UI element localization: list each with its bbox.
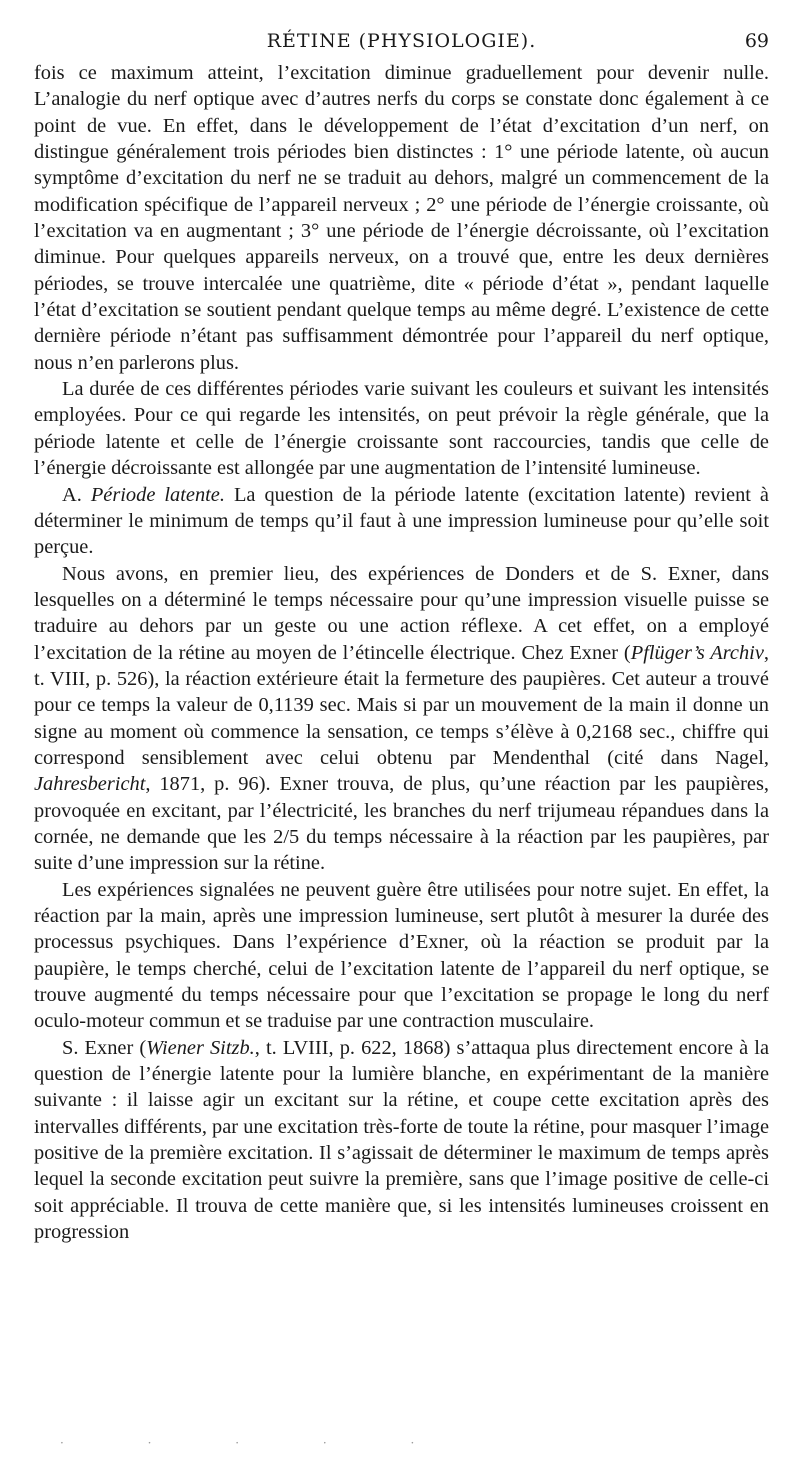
body-text: [34, 60, 769, 1245]
section-label: A.: [62, 483, 82, 506]
citation: Wiener Sitzb.: [146, 1036, 255, 1059]
scan-marks: · · · · ·: [60, 1436, 455, 1450]
text-run: , t. VIII, p. 526), la réaction extérieure était la fermeture des paupières. Cet auteur a trouvé pour ce temps la valeur de 0,1139 sec. Mais si par un mouvement de la main il donne un signe au moment où commence la sensation, ce temps s’élève à 0,2168 sec., chiffre qui correspond sensiblement avec celui obtenu par Mendenthal (cité dans Nagel,: [34, 641, 770, 769]
paragraph: Les expériences signalées ne peuvent guère être utilisées pour notre sujet. En effet, la réaction par la main, après une impression lumineuse, sert plutôt à mesurer la durée des processus psychiques. Dans l’expérience d’Exner, où la réaction se produit par la paupière, le temps cherché, celui de l’excitation latente de l’appareil du nerf optique, se trouve augmenté du temps nécessaire pour que l’excitation se propage le long du nerf oculo-moteur commun et se traduise par une contraction musculaire.: [34, 878, 769, 1033]
running-title: RÉTINE (PHYSIOLOGIE).: [266, 30, 537, 52]
text-run: S. Exner (: [62, 1036, 147, 1059]
page-number: 69: [744, 30, 769, 52]
page: [34, 30, 769, 1245]
paragraph: fois ce maximum atteint, l’excitation diminue graduellement pour devenir nulle. L’analogie du nerf optique avec d’autres nerfs du corps se constate donc également à ce point de vue. En effet, dans le développement de l’état d’excitation d’un nerf, on distingue généralement trois périodes bien distinctes : 1° une période latente, où aucun symptôme d’excitation du nerf ne se traduit au dehors, malgré un commencement de la modification spécifique de l’appareil nerveux ; 2° une période de l’énergie croissante, où l’excitation va en augmentant ; 3° une période de l’énergie décroissante, où l’excitation diminue. Pour quelques appareils nerveux, on a trouvé que, entre les deux dernières périodes, se trouve intercalée une quatrième, dite « période d’état », pendant laquelle l’état d’excitation se soutient pendant quelque temps au même degré. L’existence de cette dernière période n’étant pas suffisamment démontrée pour l’appareil du nerf optique, nous n’en parlerons plus.: [34, 62, 769, 374]
text-run: Nous avons, en premier lieu, des expériences de Donders et de S. Exner, dans lesquelles on a déterminé le temps nécessaire pour qu’une impression visuelle puisse se traduire au dehors par un geste ou une action réflexe. A cet effet, on a employé l’excitation de la rétine au moyen de l’étincelle électrique. Chez Exner (: [34, 562, 769, 664]
section-title: Période latente.: [90, 483, 225, 506]
paragraph: [34, 1035, 769, 1246]
running-header: [34, 30, 769, 60]
text-run: , t. LVIII, p. 622, 1868) s’attaqua plus directement encore à la question de l’énergie latente pour la lumière blanche, en expérimentant de la manière suivante : il laisse agir un excitant sur la rétine, et coupe cette excitation après des intervalles différents, par une excitation très-forte de toute la rétine, pour masquer l’image positive de la première excitation. Il s’agissait de déterminer le maximum de temps après lequel la seconde excitation peut suivre la première, sans que l’image positive de celle-ci soit appréciable. Il trouva de cette manière que, si les intensités lumineuses croissent en progression: [34, 1036, 769, 1244]
paragraph: La durée de ces différentes périodes varie suivant les couleurs et suivant les intensités employées. Pour ce qui regarde les intensités, on peut prévoir la règle générale, que la période latente et celle de l’énergie croissante sont raccourcies, tandis que celle de l’énergie décroissante est allongée par une augmentation de l’intensité lumineuse.: [34, 378, 769, 480]
section-paragraph: [34, 482, 769, 561]
section-text: La question de la période latente (excitation latente) revient à déterminer le minimum de temps qu’il faut à une impression lumineuse pour qu’elle soit perçue.: [34, 483, 769, 559]
paragraph: [34, 561, 769, 877]
text-run: , 1871, p. 96). Exner trouva, de plus, qu’une réaction par les paupières, provoquée en excitant, par l’électricité, les branches du nerf trijumeau répandues dans la cornée, ne demande que les 2/5 du temps nécessaire à la réaction par les paupières, par suite d’une impression sur la rétine.: [34, 773, 769, 875]
citation: Pflüger’s Archiv: [630, 641, 764, 664]
citation: Jahresbericht: [34, 773, 146, 796]
